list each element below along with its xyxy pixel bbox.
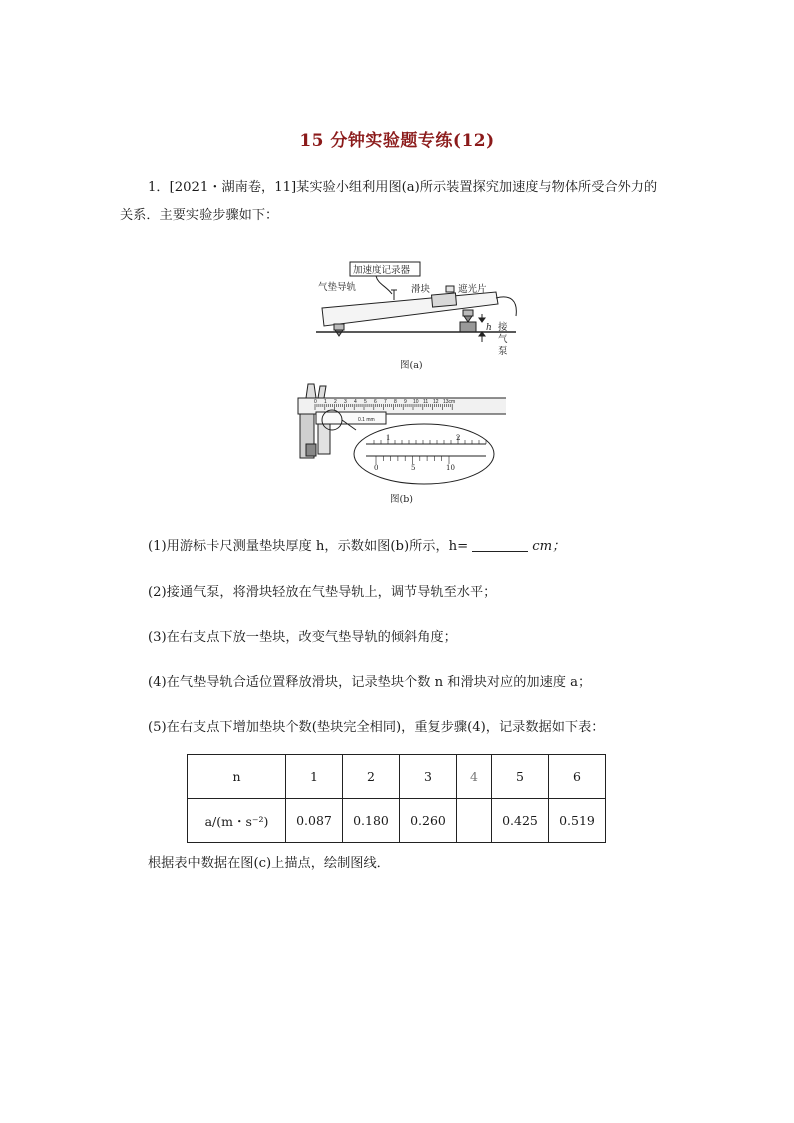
slider-label: 滑块 xyxy=(411,284,431,295)
table-cell: 0.260 xyxy=(400,799,457,843)
main-scale-4: 4 xyxy=(354,399,357,405)
table-cell: 1 xyxy=(286,755,343,799)
shade-label: 遮光片 xyxy=(458,284,487,295)
pump-label-1: 接 xyxy=(498,322,508,333)
recorder-label: 加速度记录器 xyxy=(353,265,411,276)
h-label: h xyxy=(486,323,492,333)
main-scale-3: 3 xyxy=(344,399,347,405)
main-scale-11: 11 xyxy=(423,399,429,405)
table-cell xyxy=(457,799,492,843)
main-scale-10: 10 xyxy=(413,399,419,405)
table-cell: 0.087 xyxy=(286,799,343,843)
table-cell: 4 xyxy=(457,755,492,799)
main-scale-0: 0 xyxy=(314,399,317,405)
question-line-1: 1．[2021・湖南卷，11]某实验小组利用图(a)所示装置探究加速度与物体所受合外力的 xyxy=(148,180,658,195)
step-5: (5)在右支点下增加垫块个数(垫块完全相同)，重复步骤(4)，记录数据如下表： xyxy=(148,720,605,735)
answer-blank xyxy=(472,537,528,552)
table-cell: 6 xyxy=(549,755,606,799)
figure-b-vernier-caliper xyxy=(294,376,506,506)
main-scale-7: 7 xyxy=(384,399,387,405)
page-title: 15 分钟实验题专练(12) xyxy=(299,131,495,151)
main-scale-5: 5 xyxy=(364,399,367,405)
step-2: (2)接通气泵，将滑块轻放在气垫导轨上，调节导轨至水平； xyxy=(148,585,497,600)
step-1-unit: cm； xyxy=(532,539,566,554)
table-cell: 0.519 xyxy=(549,799,606,843)
main-scale-8: 8 xyxy=(394,399,397,405)
step-4: (4)在气垫导轨合适位置释放滑块，记录垫块个数 n 和滑块对应的加速度 a； xyxy=(148,675,592,690)
data-table xyxy=(187,754,606,843)
step-1-text: (1)用游标卡尺测量垫块厚度 h，示数如图(b)所示，h= xyxy=(148,539,469,554)
table-row xyxy=(188,755,606,799)
track-label: 气垫导轨 xyxy=(318,282,357,293)
step-3: (3)在右支点下放一垫块，改变气垫导轨的倾斜角度； xyxy=(148,630,457,645)
zoom-main-1: 1 xyxy=(386,434,391,442)
main-scale-13: 13cm xyxy=(443,399,456,405)
zoom-main-2: 2 xyxy=(456,434,461,442)
table-row xyxy=(188,799,606,843)
pump-label-3: 泵 xyxy=(498,346,508,357)
table-cell: 2 xyxy=(343,755,400,799)
zoom-vernier-5: 5 xyxy=(411,464,416,472)
instruction-after-table: 根据表中数据在图(c)上描点，绘制图线． xyxy=(148,856,390,871)
main-scale-6: 6 xyxy=(374,399,377,405)
main-scale-2: 2 xyxy=(334,399,337,405)
table-cell: 0.425 xyxy=(492,799,549,843)
pump-label-2: 气 xyxy=(498,334,508,345)
question-line-2: 关系．主要实验步骤如下： xyxy=(120,208,279,223)
figure-a-caption: 图(a) xyxy=(400,360,423,371)
figure-b-caption: 图(b) xyxy=(390,494,413,505)
step-1 xyxy=(148,537,565,557)
main-scale-12: 12 xyxy=(433,399,439,405)
precision-label: 0.1 mm xyxy=(358,417,375,423)
figure-a-air-track xyxy=(316,256,526,371)
table-cell: 3 xyxy=(400,755,457,799)
main-scale-1: 1 xyxy=(324,399,327,405)
zoom-vernier-0: 0 xyxy=(374,464,379,472)
main-scale-9: 9 xyxy=(404,399,407,405)
table-cell: 5 xyxy=(492,755,549,799)
table-cell: 0.180 xyxy=(343,799,400,843)
table-cell: n xyxy=(188,755,286,799)
table-cell: a/(m・s⁻²) xyxy=(188,799,286,843)
zoom-vernier-10: 10 xyxy=(446,464,455,472)
